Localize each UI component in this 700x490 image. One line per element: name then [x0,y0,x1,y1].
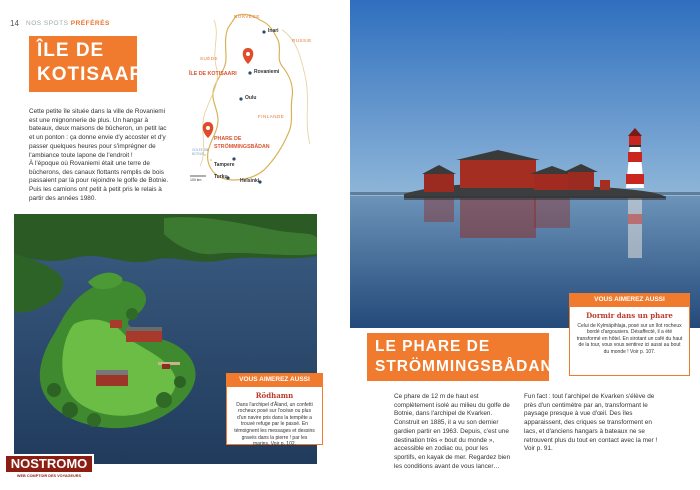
map-country-4: FINLANDE [258,114,285,119]
right-callout-box [569,306,690,376]
page-number: 14 [10,19,19,28]
nostromo-logo [4,454,94,486]
map-scale: 100 km [190,178,202,182]
right-title-box [367,333,553,381]
map-country-2: SUÈDE [200,56,219,61]
map-city-rovaniemi: Rovaniemi [254,69,280,75]
right-callout-header: VOUS AIMEREZ AUSSI [569,293,690,306]
map-city-tampere: Tampere [214,162,235,168]
left-title-line2: KOTISAARI [37,64,151,85]
left-paragraph-2: À l'époque où Rovaniemi était une terre de bûcherons, des canaux flottants remplis de bois passaient par là pour rejoindre le golfe de Botnie. Puis les camions ont petit à petit pris le relais à partir des années 1980. [29,160,169,202]
map-city-turku: Turku [214,174,228,180]
section-rubric [26,20,110,27]
rubric-suffix: PRÉFÉRÉS [70,20,110,27]
map-city-inari: Inari [268,28,279,34]
right-title-line2: STRÖMMINGSBÅDAN [375,358,553,375]
lighthouse-photo [350,0,700,328]
finland-map-svg [178,10,338,195]
rubric-prefix: NOS SPOTS [26,20,69,27]
right-title-line1: LE PHARE DE [375,338,491,355]
map-city-helsinki: Helsinki [240,178,260,184]
map-poi-kotisaari: ÎLE DE KOTISAARI [189,71,237,77]
left-callout-text: Dans l'archipel d'Åland, un confetti rocheux posé sur l'océan ou plus d'un navire pris dans la tempête a trouvé refuge par le passé. En témoignent les messages et dessins gravés dans la pierre ! par les marins. Voir p. 102. [234,401,315,448]
right-callout-text: Celui de Kylmäpihlaja, posé sur un îlot rocheux bordé d'argousiers. Désaffecté, il a été transformé en hôtel. En sirotant un café du haut de la tour, vous vous sentirez ici aussi au bout du monde ! Voir p. 107. [576,322,683,355]
right-paragraph-right: Fun fact : tout l'archipel de Kvarken s'élève de près d'un centimètre par an, transformant le paysage presque à vue d'œil. Des îles apparaissent, des criques se transforment en lacs, et d'anciens hangars à bateaux ne se retrouvent plus du tout en contact avec la mer ! Voir p. 91. [524,393,658,453]
left-paragraph-1: Cette petite île située dans la ville de Rovaniemi est une mignonnerie de plus. Un hangar à bateaux, deux maisons de bûcheron, un petit lac et un ponton : ça donne envie d'y accoster et d'y passer quelques heures pour s'imprégner de l'ambiance toute lapone de l'endroit ! [29,108,167,159]
logo-tagline: WEB COMPTOIR DES VOYAGEURS [16,474,82,478]
map-poi-phare-line2: STRÖMMINGSBÅDAN [214,144,270,150]
left-callout-header: VOUS AIMEREZ AUSSI [226,373,323,386]
left-callout-box [226,386,323,448]
map-poi-phare-line1: PHARE DE [214,136,242,142]
right-paragraph-left: Ce phare de 12 m de haut est complètement isolé au milieu du golfe de Botnie, dans l'archipel de Kvarken. Construit en 1885, il a vu son dernier gardien partir en 1963. Depuis, c'est une destination très « bout du monde », accessible en zodiac ou, pour les sportifs, en kayak de mer. Regardez bien les conditions avant de vous lancer… [394,393,511,470]
logo-name: NOSTROMO [6,456,92,472]
lighthouse-photo-svg [350,0,700,328]
map-country-1: NORVÈGE [234,14,260,19]
left-title-box [29,36,151,92]
left-title-line1: ÎLE DE [37,40,105,61]
right-page [350,0,700,490]
map-sea-label: GOLFE DE BOTNIE [192,148,209,156]
map-country-3: RUSSIE [292,38,312,43]
finland-map [178,10,338,195]
left-callout-title: Rödhamn [255,391,294,400]
right-callout-title: Dormir dans un phare [586,311,673,320]
map-city-oulu: Oulu [245,95,257,101]
